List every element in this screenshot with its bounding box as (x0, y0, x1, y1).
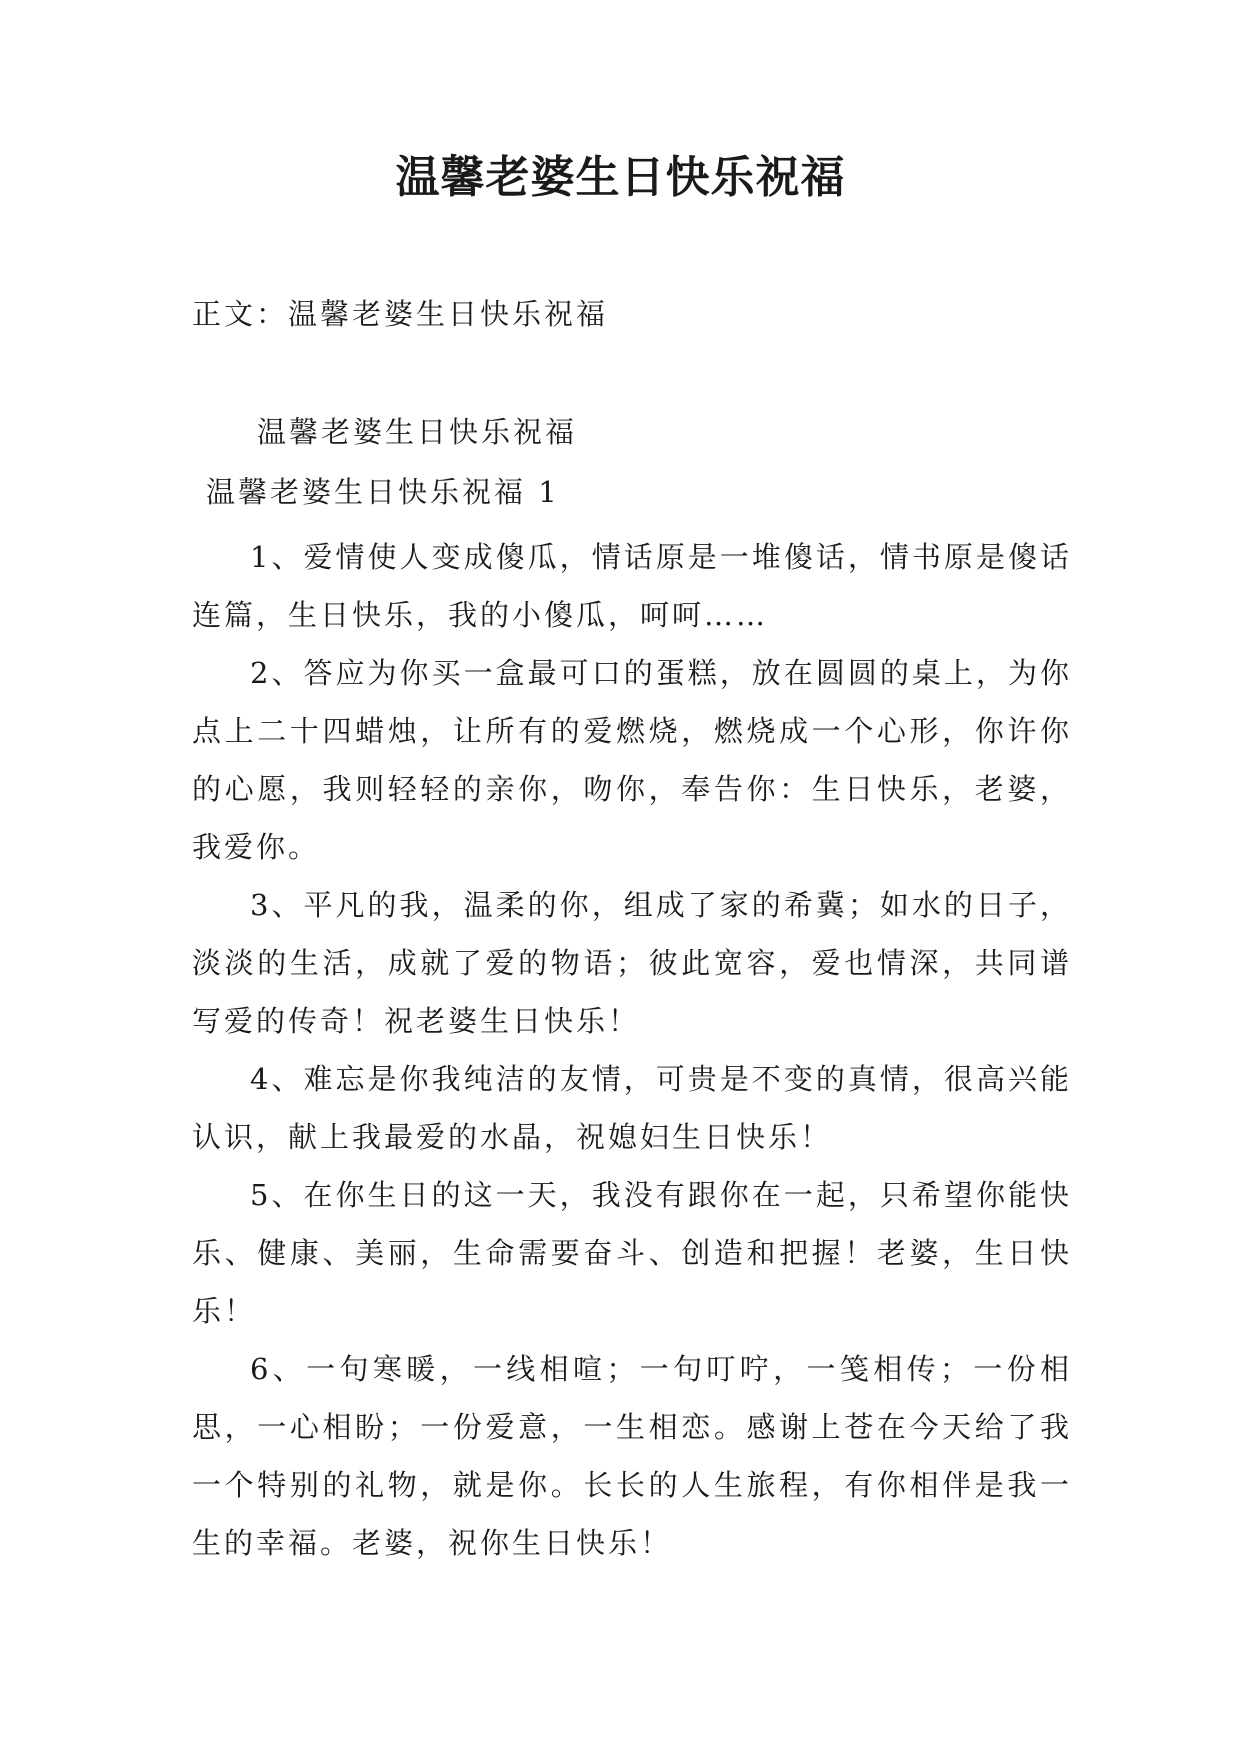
section-subtitle-numbered: 温馨老婆生日快乐祝福 1 (206, 475, 560, 509)
paragraph: 5、在你生日的这一天，我没有跟你在一起，只希望你能快乐、健康、美丽，生命需要奋斗、创造和把握！老婆，生日快乐！ (192, 1178, 1072, 1328)
paragraph: 3、平凡的我，温柔的你，组成了家的希冀；如水的日子，淡淡的生活，成就了爱的物语；彼此宽容，爱也情深，共同谱写爱的传奇！祝老婆生日快乐！ (192, 888, 1072, 1038)
paragraph-list (192, 528, 1072, 1572)
paragraph: 1、爱情使人变成傻瓜，情话原是一堆傻话，情书原是傻话连篇，生日快乐，我的小傻瓜，呵呵…… (192, 540, 1072, 632)
paragraph: 6、一句寒暖，一线相喧；一句叮咛，一笺相传；一份相思，一心相盼；一份爱意，一生相恋。感谢上苍在今天给了我一个特别的礼物，就是你。长长的人生旅程，有你相伴是我一生的幸福。老婆，祝你生日快乐！ (192, 1352, 1072, 1560)
document-title: 温馨老婆生日快乐祝福 (395, 152, 846, 203)
paragraph: 4、难忘是你我纯洁的友情，可贵是不变的真情，很高兴能认识，献上我最爱的水晶，祝媳妇生日快乐！ (192, 1062, 1072, 1154)
body-prefix-line: 正文：温馨老婆生日快乐祝福 (192, 297, 609, 331)
paragraph: 2、答应为你买一盒最可口的蛋糕，放在圆圆的桌上，为你点上二十四蜡烛，让所有的爱燃烧，燃烧成一个心形，你许你的心愿，我则轻轻的亲你，吻你，奉告你：生日快乐，老婆，我爱你。 (192, 656, 1072, 864)
section-subtitle: 温馨老婆生日快乐祝福 (257, 415, 578, 449)
